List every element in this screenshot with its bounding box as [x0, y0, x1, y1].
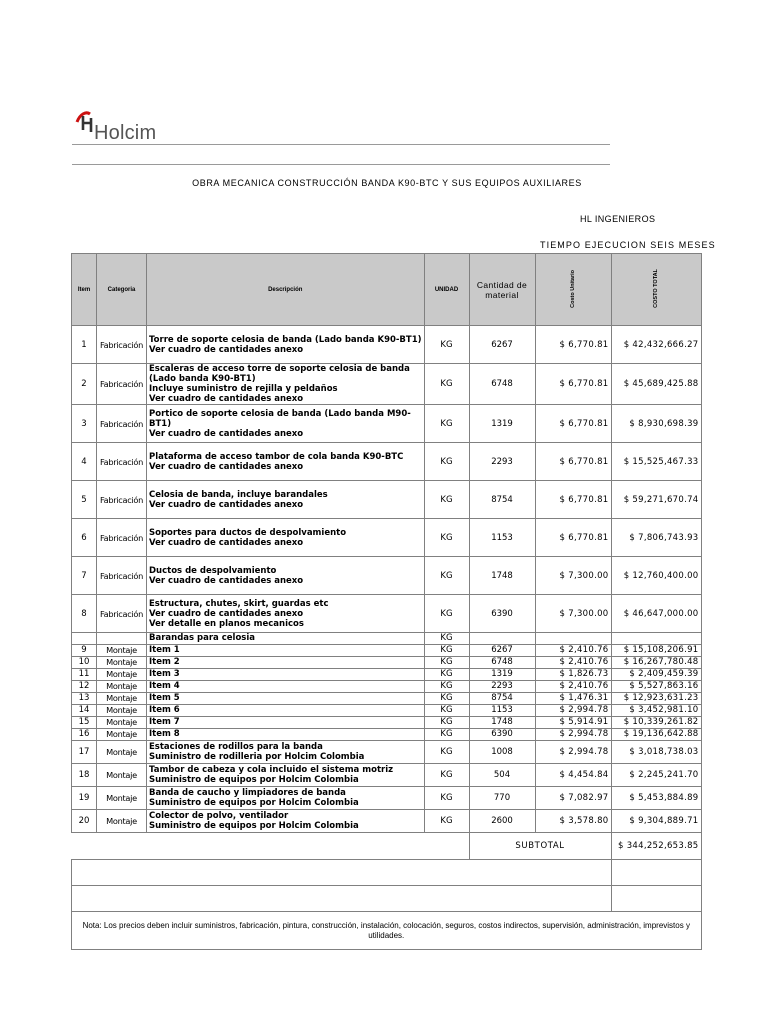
- description-cell: [147, 481, 425, 519]
- unit-cost-cell: $ 6,770.81: [535, 481, 611, 519]
- header-costo-total-label: COSTO TOTAL: [653, 269, 660, 308]
- item-cell: 11: [72, 669, 97, 681]
- quantity-cell: 2293: [469, 443, 535, 481]
- blank-cell: [611, 860, 701, 886]
- quantity-cell: 6267: [469, 645, 535, 657]
- description-cell: [147, 764, 425, 787]
- unit-cost-cell: $ 6,770.81: [535, 519, 611, 557]
- total-cost-cell: $ 7,806,743.93: [611, 519, 701, 557]
- unit-cell: KG: [424, 405, 469, 443]
- unit-cost-cell: $ 2,994.78: [535, 729, 611, 741]
- table-row: [72, 481, 702, 519]
- quantity-cell: 6748: [469, 364, 535, 405]
- item-cell: 19: [72, 787, 97, 810]
- item-cell: 10: [72, 657, 97, 669]
- unit-cost-cell: $ 1,476.31: [535, 693, 611, 705]
- total-cost-cell: $ 12,760,400.00: [611, 557, 701, 595]
- unit-cell: KG: [424, 481, 469, 519]
- total-cost-cell: $ 3,452,981.10: [611, 705, 701, 717]
- table-row: [72, 729, 702, 741]
- subtotal-row: [72, 833, 702, 860]
- subtotal-spacer: [72, 833, 470, 860]
- unit-cell: KG: [424, 741, 469, 764]
- item-cell: 7: [72, 557, 97, 595]
- description-line: Tambor de cabeza y cola incluido el sistema motriz: [149, 765, 394, 775]
- quantity-cell: 8754: [469, 481, 535, 519]
- item-cell: 12: [72, 681, 97, 693]
- unit-cost-cell: $ 7,300.00: [535, 595, 611, 633]
- total-cost-cell: $ 5,527,863.16: [611, 681, 701, 693]
- header-costo-unitario-label: Costo Unitario: [570, 269, 577, 308]
- description-cell: [147, 326, 425, 364]
- subtotal-value: $ 344,252,653.85: [611, 833, 701, 860]
- unit-cell: KG: [424, 669, 469, 681]
- logo-text: Holcim: [94, 122, 157, 144]
- description-line: Ver cuadro de cantidades anexo: [149, 344, 304, 355]
- blank-row: [72, 886, 702, 912]
- table-row: [72, 557, 702, 595]
- quantity-cell: 8754: [469, 693, 535, 705]
- description-cell: Item 4: [147, 681, 425, 693]
- header-cantidad: Cantidad de material: [469, 254, 535, 326]
- description-cell: Item 2: [147, 657, 425, 669]
- unit-cost-cell: $ 7,300.00: [535, 557, 611, 595]
- description-line: Torre de soporte celosia de banda (Lado banda K90-BT1): [149, 334, 422, 345]
- document-title: OBRA MECANICA CONSTRUCCIÓN BANDA K90-BTC Y SUS EQUIPOS AUXILIARES: [192, 178, 582, 188]
- category-cell: Fabricación: [97, 364, 147, 405]
- header-costo-unitario: [535, 254, 611, 326]
- description-line: Escaleras de acceso torre de soporte celosia de banda: [149, 364, 410, 374]
- category-cell: Montaje: [97, 705, 147, 717]
- table-row: [72, 405, 702, 443]
- unit-cost-cell: $ 5,914.91: [535, 717, 611, 729]
- table-row: [72, 693, 702, 705]
- item-cell: 5: [72, 481, 97, 519]
- category-cell: Fabricación: [97, 405, 147, 443]
- category-cell: Montaje: [97, 741, 147, 764]
- unit-cell: KG: [424, 681, 469, 693]
- description-cell: [147, 443, 425, 481]
- description-cell: [147, 810, 425, 833]
- unit-cell: KG: [424, 633, 469, 645]
- category-cell: Montaje: [97, 717, 147, 729]
- table-row: [72, 633, 702, 645]
- category-cell: Montaje: [97, 645, 147, 657]
- description-line: Ver cuadro de cantidades anexo: [149, 537, 304, 548]
- unit-cell: KG: [424, 657, 469, 669]
- blank-cell: [72, 886, 612, 912]
- total-cost-cell: $ 3,018,738.03: [611, 741, 701, 764]
- description-line: Ver cuadro de cantidades anexo: [149, 428, 304, 439]
- quantity-cell: 1319: [469, 405, 535, 443]
- description-line: Celosia de banda, incluye barandales: [149, 489, 328, 500]
- description-line: Ver cuadro de cantidades anexo: [149, 461, 304, 472]
- holcim-logo: [74, 108, 194, 148]
- total-cost-cell: $ 5,453,884.89: [611, 787, 701, 810]
- description-line: Estaciones de rodillos para la banda: [149, 742, 323, 752]
- cost-table: [71, 253, 702, 950]
- item-cell: 20: [72, 810, 97, 833]
- item-cell: 3: [72, 405, 97, 443]
- category-cell: Montaje: [97, 657, 147, 669]
- total-cost-cell: $ 46,647,000.00: [611, 595, 701, 633]
- total-cost-cell: $ 42,432,666.27: [611, 326, 701, 364]
- category-cell: [97, 633, 147, 645]
- blank-cell: [72, 860, 612, 886]
- description-cell: [147, 595, 425, 633]
- description-line: Estructura, chutes, skirt, guardas etc: [149, 598, 329, 609]
- company-name: HL INGENIEROS: [580, 214, 656, 224]
- description-line: Ver detalle en planos mecanicos: [149, 618, 304, 629]
- category-cell: Montaje: [97, 764, 147, 787]
- unit-cost-cell: [535, 633, 611, 645]
- table-row: [72, 364, 702, 405]
- execution-time: TIEMPO EJECUCION SEIS MESES: [540, 240, 716, 250]
- item-cell: 17: [72, 741, 97, 764]
- description-cell: [147, 364, 425, 405]
- subtotal-label: SUBTOTAL: [469, 833, 611, 860]
- table-row: [72, 681, 702, 693]
- description-line: Ver cuadro de cantidades anexo: [149, 394, 304, 404]
- description-line: Ver cuadro de cantidades anexo: [149, 575, 304, 586]
- description-cell: [147, 787, 425, 810]
- category-cell: Fabricación: [97, 595, 147, 633]
- quantity-cell: 6390: [469, 729, 535, 741]
- header-unidad: UNIDAD: [424, 254, 469, 326]
- unit-cell: KG: [424, 810, 469, 833]
- item-cell: 15: [72, 717, 97, 729]
- total-cost-cell: $ 15,108,206.91: [611, 645, 701, 657]
- description-line: Suministro de equipos por Holcim Colombia: [149, 775, 359, 785]
- unit-cost-cell: $ 2,410.76: [535, 681, 611, 693]
- total-cost-cell: $ 9,304,889.71: [611, 810, 701, 833]
- unit-cell: KG: [424, 787, 469, 810]
- description-line: Ductos de despolvamiento: [149, 565, 277, 576]
- unit-cost-cell: $ 6,770.81: [535, 364, 611, 405]
- description-cell: Item 6: [147, 705, 425, 717]
- table-row: [72, 657, 702, 669]
- table-row: [72, 326, 702, 364]
- description-cell: [147, 557, 425, 595]
- unit-cell: KG: [424, 326, 469, 364]
- category-cell: Fabricación: [97, 557, 147, 595]
- total-cost-cell: $ 2,409,459.39: [611, 669, 701, 681]
- quantity-cell: 6390: [469, 595, 535, 633]
- unit-cost-cell: $ 2,994.78: [535, 741, 611, 764]
- quantity-cell: 6267: [469, 326, 535, 364]
- total-cost-cell: [611, 633, 701, 645]
- quantity-cell: 2293: [469, 681, 535, 693]
- unit-cost-cell: $ 2,994.78: [535, 705, 611, 717]
- table-row: [72, 717, 702, 729]
- quantity-cell: 1153: [469, 705, 535, 717]
- description-line: BT1): [149, 418, 172, 429]
- table-header-row: [72, 254, 702, 326]
- category-cell: Fabricación: [97, 326, 147, 364]
- table-row: [72, 519, 702, 557]
- description-cell: Item 1: [147, 645, 425, 657]
- unit-cell: KG: [424, 443, 469, 481]
- total-cost-cell: $ 10,339,261.82: [611, 717, 701, 729]
- item-cell: 8: [72, 595, 97, 633]
- total-cost-cell: $ 12,923,631.23: [611, 693, 701, 705]
- item-cell: 4: [72, 443, 97, 481]
- description-line: Colector de polvo, ventilador: [149, 811, 289, 821]
- header-rule-bottom: [72, 164, 610, 165]
- description-line: Ver cuadro de cantidades anexo: [149, 608, 304, 619]
- unit-cell: KG: [424, 595, 469, 633]
- item-cell: 6: [72, 519, 97, 557]
- category-cell: Montaje: [97, 693, 147, 705]
- note-row: [72, 912, 702, 950]
- quantity-cell: 6748: [469, 657, 535, 669]
- quantity-cell: 504: [469, 764, 535, 787]
- description-cell: Barandas para celosia: [147, 633, 425, 645]
- category-cell: Montaje: [97, 810, 147, 833]
- unit-cell: KG: [424, 557, 469, 595]
- category-cell: Montaje: [97, 787, 147, 810]
- description-line: Incluye suministro de rejilla y peldaños: [149, 384, 338, 394]
- unit-cost-cell: $ 1,826.73: [535, 669, 611, 681]
- table-row: [72, 787, 702, 810]
- header-rule-top: [72, 144, 610, 145]
- unit-cell: KG: [424, 519, 469, 557]
- item-cell: 2: [72, 364, 97, 405]
- total-cost-cell: $ 45,689,425.88: [611, 364, 701, 405]
- category-cell: Montaje: [97, 729, 147, 741]
- quantity-cell: [469, 633, 535, 645]
- description-line: Portico de soporte celosia de banda (Lado banda M90-: [149, 408, 411, 419]
- total-cost-cell: $ 8,930,698.39: [611, 405, 701, 443]
- item-cell: 18: [72, 764, 97, 787]
- description-line: Banda de caucho y limpiadores de banda: [149, 788, 346, 798]
- description-cell: Item 8: [147, 729, 425, 741]
- description-line: Ver cuadro de cantidades anexo: [149, 499, 304, 510]
- table-row: [72, 764, 702, 787]
- unit-cost-cell: $ 7,082.97: [535, 787, 611, 810]
- item-cell: 9: [72, 645, 97, 657]
- unit-cell: KG: [424, 717, 469, 729]
- description-line: Suministro de equipos por Holcim Colombia: [149, 821, 359, 831]
- quantity-cell: 2600: [469, 810, 535, 833]
- category-cell: Fabricación: [97, 443, 147, 481]
- unit-cost-cell: $ 2,410.76: [535, 645, 611, 657]
- note-text: Nota: Los precios deben incluir suministros, fabricación, pintura, construcción, instalación, colocación, seguros, costos indirectos, supervisión, administración, imprevistos y utilidades.: [72, 912, 702, 950]
- table-row: [72, 595, 702, 633]
- category-cell: Montaje: [97, 669, 147, 681]
- quantity-cell: 1748: [469, 557, 535, 595]
- description-cell: [147, 405, 425, 443]
- quantity-cell: 1748: [469, 717, 535, 729]
- total-cost-cell: $ 19,136,642.88: [611, 729, 701, 741]
- unit-cell: KG: [424, 693, 469, 705]
- table-row: [72, 669, 702, 681]
- total-cost-cell: $ 59,271,670.74: [611, 481, 701, 519]
- item-cell: 14: [72, 705, 97, 717]
- unit-cost-cell: $ 4,454.84: [535, 764, 611, 787]
- description-line: (Lado banda K90-BT1): [149, 374, 256, 384]
- table-row: [72, 443, 702, 481]
- unit-cost-cell: $ 2,410.76: [535, 657, 611, 669]
- description-line: Soportes para ductos de despolvamiento: [149, 527, 347, 538]
- item-cell: 13: [72, 693, 97, 705]
- description-cell: [147, 519, 425, 557]
- header-descripcion: Descripción: [147, 254, 425, 326]
- unit-cost-cell: $ 6,770.81: [535, 326, 611, 364]
- unit-cost-cell: $ 6,770.81: [535, 443, 611, 481]
- total-cost-cell: $ 16,267,780.48: [611, 657, 701, 669]
- unit-cell: KG: [424, 364, 469, 405]
- category-cell: Fabricación: [97, 481, 147, 519]
- unit-cost-cell: $ 3,578.80: [535, 810, 611, 833]
- description-line: Suministro de rodilleria por Holcim Colombia: [149, 752, 365, 762]
- description-cell: [147, 741, 425, 764]
- unit-cell: KG: [424, 645, 469, 657]
- blank-cell: [611, 886, 701, 912]
- category-cell: Montaje: [97, 681, 147, 693]
- total-cost-cell: $ 15,525,467.33: [611, 443, 701, 481]
- unit-cell: KG: [424, 764, 469, 787]
- header-item: Item: [72, 254, 97, 326]
- description-cell: Item 3: [147, 669, 425, 681]
- unit-cell: KG: [424, 705, 469, 717]
- table-row: [72, 741, 702, 764]
- header-costo-total: [611, 254, 701, 326]
- quantity-cell: 1008: [469, 741, 535, 764]
- blank-row: [72, 860, 702, 886]
- description-cell: Item 7: [147, 717, 425, 729]
- total-cost-cell: $ 2,245,241.70: [611, 764, 701, 787]
- quantity-cell: 770: [469, 787, 535, 810]
- item-cell: [72, 633, 97, 645]
- item-cell: 16: [72, 729, 97, 741]
- quantity-cell: 1319: [469, 669, 535, 681]
- description-cell: Item 5: [147, 693, 425, 705]
- table-row: [72, 705, 702, 717]
- description-line: Suministro de equipos por Holcim Colombia: [149, 798, 359, 808]
- quantity-cell: 1153: [469, 519, 535, 557]
- unit-cell: KG: [424, 729, 469, 741]
- unit-cost-cell: $ 6,770.81: [535, 405, 611, 443]
- table-row: [72, 810, 702, 833]
- header-categoria: Categoria: [97, 254, 147, 326]
- category-cell: Fabricación: [97, 519, 147, 557]
- table-row: [72, 645, 702, 657]
- item-cell: 1: [72, 326, 97, 364]
- description-line: Plataforma de acceso tambor de cola banda K90-BTC: [149, 451, 404, 462]
